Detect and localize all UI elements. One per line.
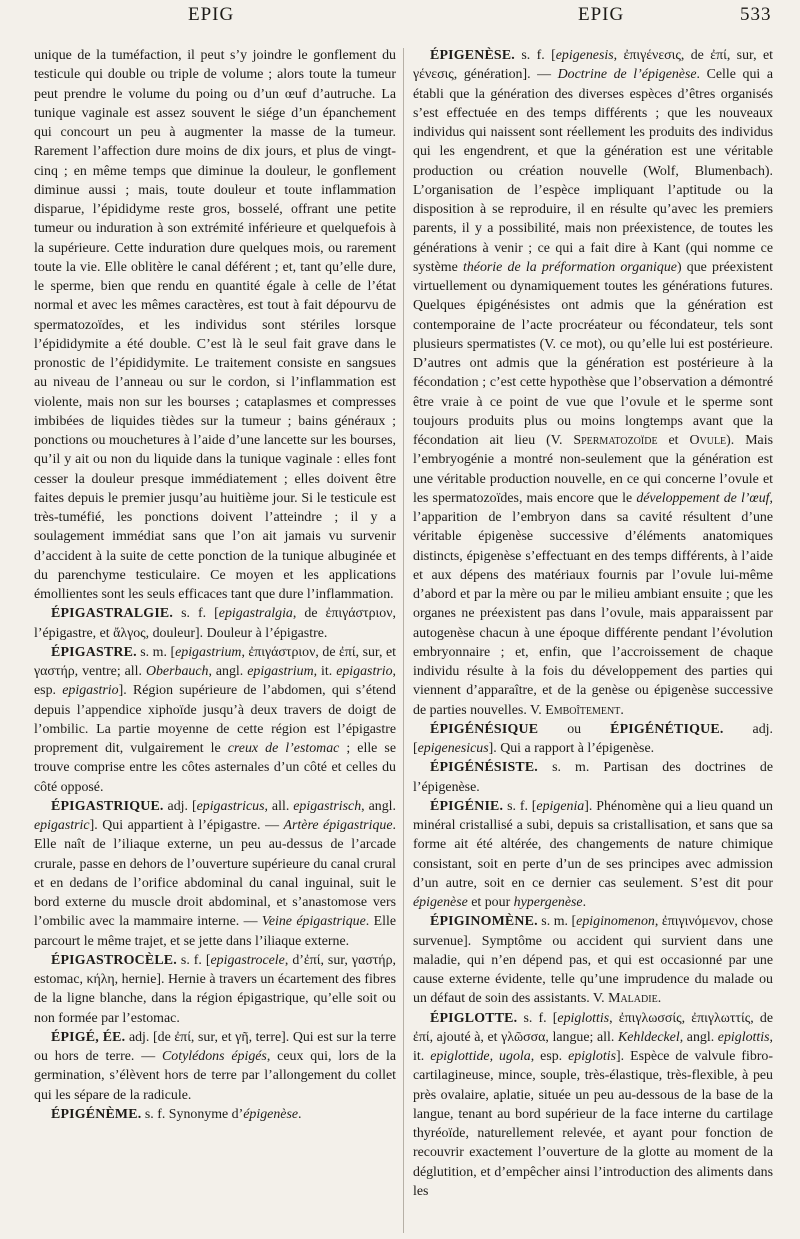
- entry-text: adj. [: [413, 721, 773, 756]
- italic-text: creux de l’estomac: [227, 741, 340, 756]
- entry-text: ) que préexistent virtuellement ou dynamiquement toutes les générations futures. Quelques épigénésistes ont admis que la génération est contemporaine de l’acte procréateur ou fécondateur, tels sont plusieurs spermatistes (V. ce mot), ou qu’elle lui est postérieure. D’autres ont admis que la génération est postérieure à la fécondation ; c’est cette hypothèse que l’observation a démontré être vraie à ce point de vue que l’ovule et le sperme sont toujours produits plus ou moins longtemps avant que la fécondation ait lieu (V.: [413, 259, 773, 448]
- header-right-guideword: EPIG: [578, 4, 625, 25]
- italic-text: epigenia: [536, 798, 585, 814]
- entry-text: , de ἐπιγάστριον, l’épigastre, et ἄλγος, douleur]. Douleur à l’épigastre.: [34, 606, 396, 641]
- entry-headword: ÉPIGASTRALGIE.: [51, 606, 174, 622]
- italic-text: développement de l’œuf: [636, 490, 770, 506]
- italic-text: epigastrium: [175, 644, 242, 660]
- entry-headword: ÉPIGÉNÉTIQUE.: [610, 721, 724, 737]
- italic-text: epigastralgia: [218, 606, 293, 622]
- dictionary-entry: [34, 1028, 396, 1105]
- entry-text: ]. Espèce de valvule fibro-cartilagineuse, mince, souple, très-élastique, très-flexible, à peu près ovalaire, aplatie, située un peu au-dessous de la base de la langue, tenant au bord supérieur de la face interne du cartilage thyréoïde, naturellement relevée, et ayant pour fonction de recouvrir exactement l’ouverture de la glotte au moment de la déglutition, et d’empêcher ainsi l’introduction des aliments dans les: [413, 1049, 773, 1199]
- running-header: [0, 4, 800, 30]
- page-number: 533: [740, 4, 772, 25]
- entry-text: ]. Qui a rapport à l’épigenèse.: [488, 741, 655, 756]
- entry-text: , esp.: [530, 1049, 569, 1064]
- entry-text: s. f. [: [517, 1010, 558, 1026]
- entry-text: s. m. [: [136, 644, 176, 660]
- entry-text: , angl.: [361, 798, 396, 814]
- entry-text: .: [620, 702, 624, 718]
- entry-text: .: [582, 895, 587, 910]
- entry-text: s. m. [: [537, 914, 577, 930]
- right-column: [413, 46, 773, 1236]
- dictionary-entry: [34, 951, 396, 1028]
- italic-text: hypergenèse: [513, 895, 583, 910]
- italic-text: epigastricus: [196, 798, 265, 814]
- entry-headword: ÉPIGÉNÉSIQUE: [430, 721, 539, 737]
- entry-text: , it.: [313, 664, 337, 679]
- entry-text: adj. [de ἐπί, sur, et γῆ, terre]. Qui est sur la terre ou hors de terre. —: [34, 1029, 396, 1064]
- entry-text: . Celle qui a établi que la génération des diverses espèces d’êtres organisés s’est effectuée en des temps différents ; que les nouveaux individus qui naissent sont réellement les produits des individus qui les engendrent, et que la génération est une véritable production ou création nouvelle (Wolf, Blumenbach). L’organisation de l’espèce impliquant l’aptitude ou la disposition à se reproduire, il en résulte qu’avec les premiers parents, il y a possibilité, mais non préexistence, de toutes les générations à venir ; ce qui a fait dire à Kant (qui nomme ce système: [413, 67, 773, 275]
- entry-headword: ÉPIGÉNIE.: [430, 798, 504, 814]
- dictionary-entry: [34, 604, 396, 643]
- entry-text: s. f. [: [514, 48, 556, 63]
- entry-text: ]. Région supérieure de l’abdomen, qui s’étend depuis l’appendice xiphoïde jusqu’à deux travers de doigt de l’ombilic. La partie moyenne de cette région est l’épigastre proprement dit, vulgairement le: [34, 683, 396, 756]
- entry-text: , it.: [413, 1029, 773, 1064]
- italic-text: théorie de la préformation organique: [462, 259, 677, 275]
- entry-text: .: [657, 991, 662, 1007]
- entry-text: .: [298, 1106, 302, 1122]
- italic-text: epiglottide, ugola: [430, 1049, 531, 1064]
- entry-text: s. f. Synonyme d’: [141, 1106, 244, 1122]
- dictionary-entry: [413, 758, 773, 797]
- dictionary-entry: [413, 1009, 773, 1202]
- entry-text: ]. Qui appartient à l’épigastre. —: [89, 818, 284, 833]
- entry-headword: ÉPIGÉNÈME.: [51, 1106, 142, 1122]
- italic-text: Doctrine de l’épigenèse: [557, 67, 697, 83]
- dictionary-entry: [413, 797, 773, 913]
- entry-text: . Elle naît de l’iliaque externe, un peu au-dessus de l’arcade crurale, passe en dehors de l’ouverture supérieure du canal crural et en dedans de l’orifice abdominal du canal inguinal, suit le bord externe du muscle droit abdominal, et s’anastomose vers l’ombilic avec la mammaire interne. —: [34, 818, 396, 930]
- entry-text: , angl.: [679, 1029, 718, 1045]
- entry-text: , ἐπιγάστριον, de ἐπί, sur, et γαστήρ, ventre; all.: [34, 644, 396, 679]
- italic-text: epigenesicus: [417, 741, 489, 756]
- entry-text: , esp.: [34, 664, 396, 699]
- entry-headword: ÉPIGÉNÉSISTE.: [430, 760, 538, 776]
- dictionary-entry: [413, 46, 773, 720]
- italic-text: epigastrium: [247, 664, 314, 679]
- entry-text: s. m. Partisan des doctrines de l’épigenèse.: [413, 760, 773, 795]
- entry-text: unique de la tuméfaction, il peut s’y joindre le gonflement du testicule qui double ou triple de volume ; alors toute la tumeur peut prendre le volume du poing ou d’un œuf d’autruche. La tunique vaginale est assez souvent le siége d’un épanchement qui concourt un peu à augmenter la masse de la tumeur. Rarement l’affection dure moins de dix jours, et plus de vingt-cinq ; en même temps que diminue la douleur, le gonflement diminue aussi ; mais, toute douleur et toute inflammation disparue, l’épididyme reste gros, bosselé, offrant une petite tumeur ou induration à son extrémité inférieure et quelquefois à la supérieure. Cette induration dure quelques mois, ou rarement toute la vie. Elle oblitère le canal déférent ; et, tant qu’elle dure, le sperme, bien que rendu en quantité égale à celle de l’état normal et avec les mêmes caractères, est tout à fait dépourvu de spermatozoïdes, et les individus sont stériles lorsque l’épididymite a été double. C’est là le seul fait grave dans le pronostic de l’épididymite. Le traitement consiste en sangsues au niveau de l’anneau ou sur le cordon, si l’inflammation est violente, mais non sur les bourses ; cataplasmes et compresses imbibées de liquides tièdes sur la tumeur ; bains généraux ; ponctions ou mouchetures à l’aide d’une lancette sur les bourses, qu’il y ait ou non du liquide dans la tunique vaginale : elles font cesser la douleur presque immédiatement ; elles doivent être faites depuis le premier jusqu’au huitième jour. Si le testicule est très-tuméfié, les ponctions doivent l’atteindre ; il y a soulagement immédiat sans que l’on ait jamais vu survenir d’accident à la suite de cette ponction de la tunique albuginée et du parenchyme testiculaire. Ce moyen et les applications émollientes sont les seuls efficaces tant que dure l’inflammation.: [34, 48, 396, 602]
- dictionary-entry: [34, 46, 396, 604]
- entry-text: , angl.: [208, 664, 248, 679]
- entry-text: . Elle parcourt le même trajet, et se jette dans l’iliaque externe.: [34, 914, 396, 949]
- cross-reference: Maladie: [608, 991, 658, 1007]
- italic-text: epiglottis: [557, 1010, 610, 1026]
- entry-text: , all.: [264, 798, 294, 814]
- entry-headword: ÉPIGASTROCÈLE.: [51, 952, 177, 968]
- italic-text: epiglottis: [717, 1029, 770, 1045]
- entry-text: , ἐπιγένεσις, de ἐπί, sur, et γένεσις, génération]. —: [413, 48, 773, 83]
- entry-headword: ÉPIGASTRE.: [51, 644, 137, 660]
- italic-text: Artère épigastrique: [283, 818, 393, 833]
- italic-text: epigastrio: [62, 683, 119, 699]
- entry-text: ]. Phénomène qui a lieu quand un minéral cristallisé a subi, depuis sa cristallisation, et sans que sa forme ait été altérée, des changements de nature chimique consistant, soit en perte d’un de ses principes avec admission d’un autre, soit en ce dernier cas seulement. S’est dit pour: [413, 798, 773, 891]
- cross-reference: Ovule: [689, 433, 727, 448]
- italic-text: épigenèse: [413, 895, 468, 910]
- entry-text: , l’apparition de l’embryon dans sa cavité résultent d’une véritable épigenèse successive d’éléments anatomiques distincts, épigenèse s’effectuant en des temps différents, à l’aide et aux dépens des matériaux fournis par l’ovule lui-même d’abord et par la mère ou par le milieu ambiant ensuite ; que les organes ne préexistent pas dans l’ovule, mais apparaissent par autogenèse chacun à une époque différente pendant l’évolution embryonnaire ; et, enfin, que l’accroissement de chaque individu résulte à la fois du développement des parties qui viennent d’apparaître, et de la genèse ou épigenèse successive de parties nouvelles. V.: [413, 490, 773, 718]
- dictionary-entry: [413, 720, 773, 759]
- italic-text: Kehldeckel: [617, 1029, 680, 1045]
- entry-text: adj. [: [163, 798, 197, 814]
- italic-text: epigastric: [34, 818, 90, 833]
- entry-text: , ἐπιγινόμενον, chose survenue]. Symptôme ou accident qui survient dans une maladie, qui n’en dépend pas, et qui est occasionné par une cause externe évidente, telle qu’une imprudence du malade ou un défaut de soin des assistants. V.: [413, 914, 773, 1007]
- cross-reference: Spermatozoïde: [573, 433, 658, 448]
- entry-headword: ÉPIGÉ, ÉE.: [51, 1029, 126, 1045]
- entry-text: ; elle se trouve comprise entre les côtes asternales d’un côté et celles du côté opposé.: [34, 741, 396, 795]
- italic-text: epigastrio: [336, 664, 393, 679]
- entry-text: , ceux qui, lors de la germination, s’élèvent hors de terre par l’allongement du collet qui les sépare de la radicule.: [34, 1049, 396, 1103]
- entry-headword: ÉPIGLOTTE.: [430, 1010, 518, 1026]
- entry-text: et: [657, 433, 690, 448]
- italic-text: epigastrisch: [293, 798, 362, 814]
- entry-headword: ÉPIGASTRIQUE.: [51, 798, 164, 814]
- entry-text: s. f. [: [176, 952, 211, 968]
- entry-text: ou: [538, 721, 611, 737]
- italic-text: epigastrocele: [210, 952, 285, 968]
- italic-text: epiginomenon: [576, 914, 655, 930]
- entry-headword: ÉPIGENÈSE.: [430, 48, 515, 63]
- italic-text: epiglotis: [568, 1049, 616, 1064]
- dictionary-entry: [34, 797, 396, 951]
- entry-headword: ÉPIGINOMÈNE.: [430, 914, 538, 930]
- column-divider: [403, 48, 404, 1233]
- dictionary-entry: [34, 1105, 396, 1124]
- entry-text: et pour: [467, 895, 514, 910]
- dictionary-entry: [413, 912, 773, 1008]
- dictionary-entry: [34, 643, 396, 797]
- cross-reference: Emboîtement: [545, 702, 621, 718]
- entry-text: , d’ἐπί, sur, γαστήρ, estomac, κήλη, hernie]. Hernie à travers un écartement des fibres de la ligne blanche, dans la région épigastrique, qu’elle soit ou non formée par l’estomac.: [34, 952, 396, 1026]
- italic-text: epigenesis: [555, 48, 614, 63]
- italic-text: épigenèse: [243, 1106, 299, 1122]
- header-left-guideword: EPIG: [188, 4, 235, 25]
- italic-text: Veine épigastrique: [261, 914, 366, 930]
- italic-text: Cotylédons épigés: [162, 1049, 267, 1064]
- italic-text: Oberbauch: [145, 664, 209, 679]
- entry-text: , ἐπιγλωσσίς, ἐπιγλωττίς, de ἐπί, ajouté à, et γλῶσσα, langue; all.: [413, 1010, 773, 1045]
- entry-text: ). Mais l’embryogénie a montré non-seulement que la génération est une véritable production nouvelle, en ce qui concerne l’ovule et les spermatozoïdes, mais encore que le: [413, 433, 773, 506]
- entry-text: s. f. [: [503, 798, 537, 814]
- entry-text: s. f. [: [173, 606, 219, 622]
- left-column: [34, 46, 396, 1236]
